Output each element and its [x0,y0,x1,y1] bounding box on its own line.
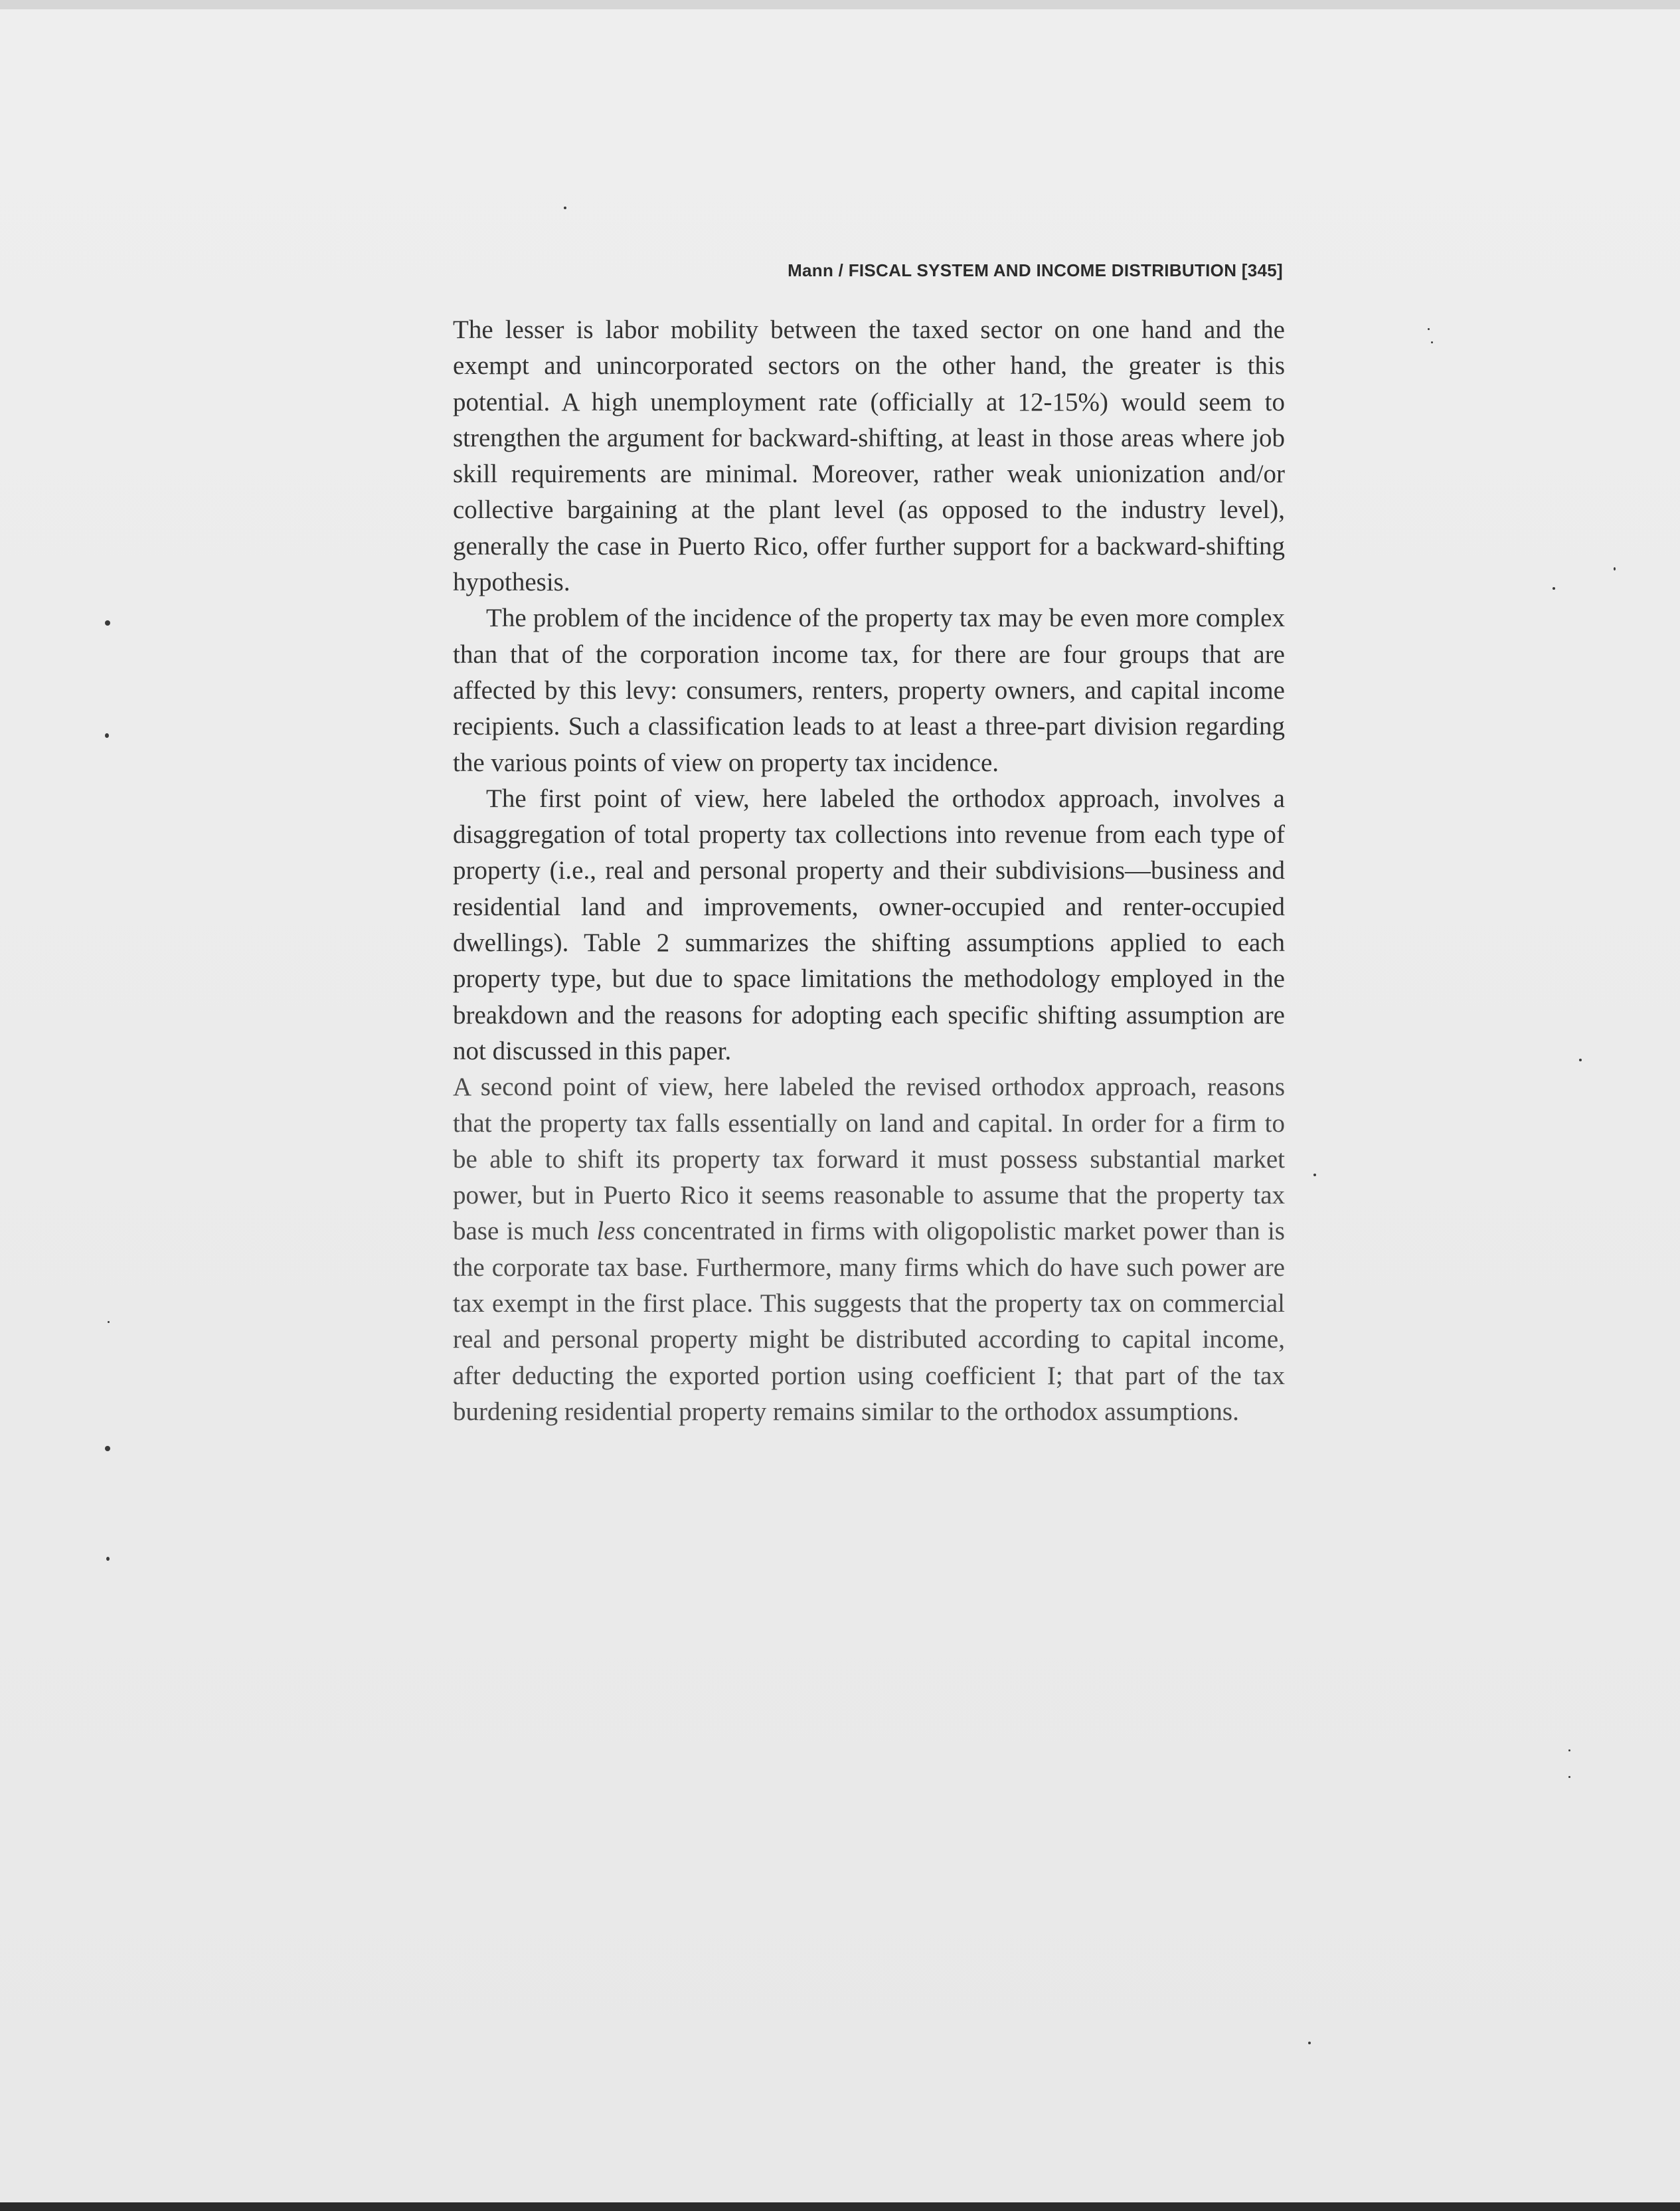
speck [1313,1174,1316,1176]
speck [1579,1059,1582,1061]
speck [105,733,109,738]
paragraph-4-text-a: A second point of view, here labeled the revised orthodox approach, reasons that the property tax falls essentially on land and capital. In order for a firm to be able to shift its property tax forward it must possess substantial market power, but in Puerto Rico it seems reasonable to assume that the property tax base is much [453,1073,1285,1246]
scan-bottom-edge [0,2202,1680,2211]
running-head: Mann / FISCAL SYSTEM AND INCOME DISTRIBUTION [345] [788,260,1283,280]
paragraph-3: The first point of view, here labeled the orthodox approach, involves a disaggregation of total property tax collections into revenue from each type of property (i.e., real and personal property and their subdivisions—business and residential land and improvements, owner-occupied and renter-occupied dwellings). Table 2 summarizes the shifting assumptions applied to each property type, but due to space limitations the methodology employed in the breakdown and the reasons for adopting each specific shifting assumption are not discussed in this paper. [453,784,1285,1065]
paragraph-4-text-b: concentrated in firms with oligopolistic market power than is the corporate tax base. Furthermore, many firms which do have such power are tax exempt in the first place. This suggests that the property tax on commercial real and personal property might be distributed according to capital income, after deducting the exported portion using coefficient I; that part of the tax burdening residential property remains similar to the orthodox assumptions. [453,1217,1285,1426]
speck [1431,341,1433,343]
paragraph-2: The problem of the incidence of the property tax may be even more complex than that of the corporation income tax, for there are four groups that are affected by this levy: consumers, renters, property owners, and capital income recipients. Such a classification leads to at least a three-part division regarding the various points of view on property tax incidence. [453,604,1285,777]
speck [1568,1776,1570,1778]
speck [108,1321,110,1323]
body-text [453,312,1285,1430]
speck [1308,2042,1311,2044]
speck [1568,1749,1570,1751]
speck [564,207,566,209]
paragraph-4-emphasis: less [596,1217,635,1246]
speck [1614,567,1616,571]
speck [1428,328,1430,330]
paragraph-4 [453,1069,1285,1430]
paragraph-1: The lesser is labor mobility between the taxed sector on one hand and the exempt and unincorporated sectors on the other hand, the greater is this potential. A high unemployment rate (officially at 12-15%) would seem to strengthen the argument for backward-shifting, at least in those areas where job skill requirements are minimal. Moreover, rather weak unionization and/or collective bargaining at the plant level (as opposed to the industry level), generally the case in Puerto Rico, offer further support for a backward-shifting hypothesis. [453,315,1285,597]
bleed-through-left [398,325,452,1640]
speck [105,620,110,626]
speck [1553,587,1555,590]
speck [105,1446,110,1451]
document-page [0,9,1680,2202]
speck [106,1557,110,1561]
scan-top-edge [0,0,1680,9]
